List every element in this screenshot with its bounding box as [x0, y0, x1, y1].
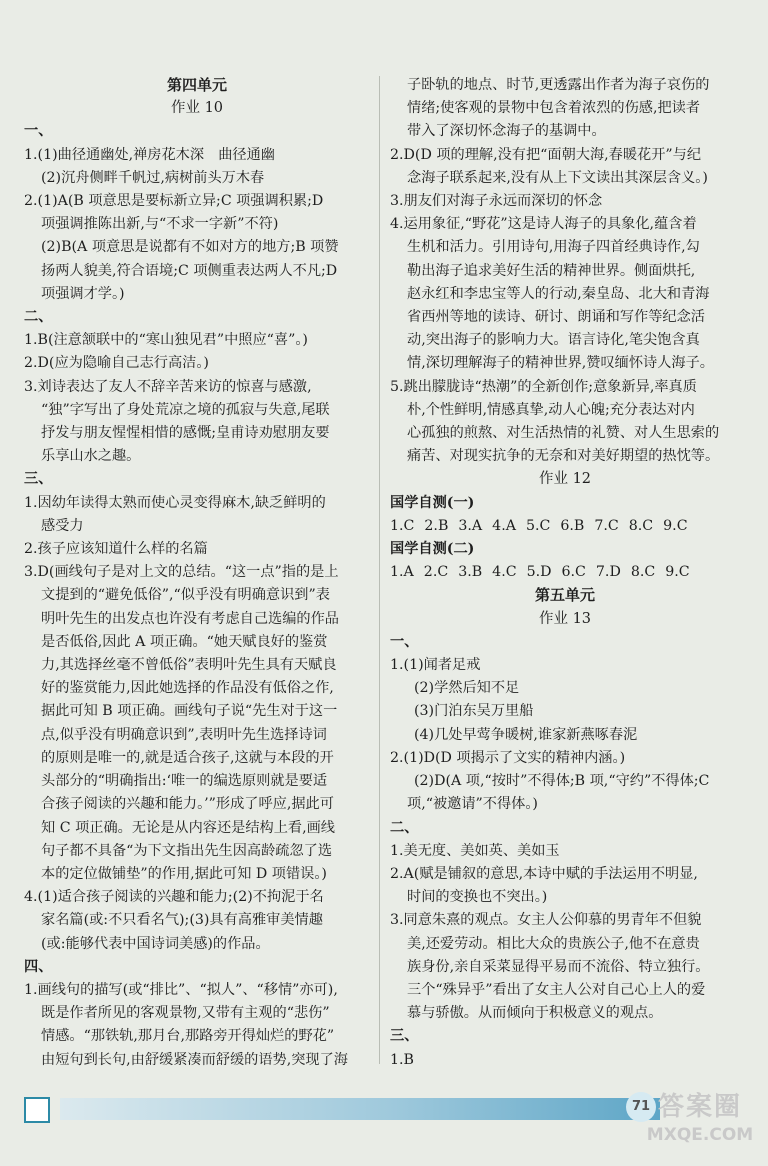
answer-line: 2.A(赋是铺叙的意思,本诗中赋的手法运用不明显,: [390, 865, 698, 882]
answer-line: 3.D(画线句子是对上文的总结。“这一点”指的是上: [24, 564, 339, 581]
unit-title: 第五单元: [534, 586, 595, 605]
answer-line: “独”字写出了身处荒凉之境的孤寂与失意,尾联: [41, 401, 330, 418]
quiz-answer: 3.B: [458, 564, 483, 581]
answer-line: 省西州等地的读诗、研讨、朗诵和写作等纪念活: [407, 309, 705, 326]
answer-line: (2)D(A 项,“按时”不得体;B 项,“守约”不得体;C: [414, 773, 710, 790]
answer-line: 点,似乎没有明确意识到”,表明叶先生选择诗词: [41, 726, 327, 743]
answer-line: 知 C 项正确。无论是从内容还是结构上看,画线: [41, 819, 335, 836]
answer-line: 2.D(D 项的理解,没有把“面朝大海,春暖花开”与纪: [390, 146, 702, 163]
answer-line: 勒出海子追求美好生活的精神世界。侧面烘托,: [407, 262, 696, 279]
answer-line: (2)B(A 项意思是说都有不如对方的地方;B 项赞: [41, 239, 339, 256]
answer-line: 朴,个性鲜明,情感真挚,动人心魄;充分表达对内: [407, 401, 695, 418]
quiz-answers-row: [390, 515, 740, 538]
answer-line: 痛苦、对现实抗争的无奈和对美好期望的热忱等。: [407, 448, 720, 465]
quiz-answer: 1.C: [390, 517, 415, 534]
page-number: 71: [626, 1092, 656, 1122]
answer-line: 由短句到长句,由舒缓紧凑而舒缓的语势,突现了海: [41, 1051, 348, 1068]
answer-line: 带入了深切怀念海子的基调中。: [407, 123, 606, 140]
section-label: 一、: [24, 123, 53, 140]
answer-line: 1.(1)闻者足戒: [390, 657, 481, 674]
answer-line: 心孤独的煎熬、对生活热情的礼赞、对人生思索的: [407, 425, 720, 442]
answer-line: 感受力: [41, 517, 84, 534]
answer-line: 3.朋友们对海子永远而深切的怀念: [390, 193, 603, 210]
answer-line: 情感。“那铁轨,那月台,那路旁开得灿烂的野花”: [41, 1028, 335, 1045]
right-column: [390, 74, 740, 1072]
quiz-answer: 5.D: [526, 564, 552, 581]
answer-line: 3.刘诗表达了友人不辞辛苦来访的惊喜与感激,: [24, 378, 312, 395]
answer-line: 赵永红和李忠宝等人的行动,秦皇岛、北大和青海: [407, 285, 710, 302]
answer-line: 生机和活力。引用诗句,用海子四首经典诗作,勾: [407, 239, 700, 256]
watermark-url: MXQE.COM: [646, 1125, 754, 1145]
quiz-answer: 9.C: [665, 564, 690, 581]
watermark-logo: [640, 1090, 760, 1160]
quiz-answer: 8.C: [628, 517, 654, 534]
answer-line: 时间的变换也不突出。): [407, 889, 548, 906]
answer-line: (3)门泊东吴万里船: [414, 703, 534, 720]
quiz-answer: 9.C: [663, 517, 688, 534]
answer-line: 项,“被邀请”不得体。): [407, 796, 538, 813]
answer-line: 的原则是唯一的,就是适合孩子,这就与本段的开: [41, 749, 334, 766]
answer-line: 项强调才学。): [41, 285, 125, 302]
answer-line: 4.运用象征,“野花”这是诗人海子的具象化,蕴含着: [390, 216, 697, 233]
quiz-answer: 3.A: [458, 517, 483, 534]
answer-line: 抒发与朋友惺惺相惜的感慨;皇甫诗劝慰朋友要: [41, 425, 330, 442]
homework-title: 作业 13: [538, 610, 592, 627]
answer-line: 力,其选择丝毫不曾低俗”表明叶先生具有天赋良: [41, 657, 337, 674]
answer-line: 合孩子阅读的兴趣和能力。’”形成了呼应,据此可: [41, 796, 334, 813]
quiz-answer: 7.C: [594, 517, 619, 534]
answer-line: 扬两人貌美,符合语境;C 项侧重表达两人不凡;D: [41, 262, 338, 279]
quiz-answer: 6.B: [560, 517, 585, 534]
answer-line: (2)学然后知不足: [414, 680, 520, 697]
homework-title: 作业 12: [538, 471, 592, 488]
answer-line: 子卧轨的地点、时节,更透露出作者为海子哀伤的: [407, 77, 710, 93]
quiz-title: 国学自测(一): [390, 494, 475, 511]
answer-line: 据此可知 B 项正确。画线句子说“先生对于这一: [41, 703, 338, 720]
answer-line: 1.B(注意颔联中的“寒山独见君”中照应“喜”。): [24, 332, 308, 349]
column-divider: [379, 76, 380, 1064]
quiz-title: 国学自测(二): [390, 541, 475, 558]
answer-line: 1.(1)曲径通幽处,禅房花木深 曲径通幽: [24, 146, 275, 163]
section-label: 二、: [390, 819, 419, 836]
left-column: [24, 74, 370, 1072]
answer-line: 族身份,亲自采菜显得平易而不流俗、特立独行。: [407, 958, 710, 975]
answer-line: 念海子联系起来,没有从上下文读出其深层含义。): [407, 169, 708, 186]
watermark-text: 答案圈: [657, 1092, 742, 1122]
quiz-answer: 2.C: [423, 564, 449, 581]
answer-line: 项强调推陈出新,与“不求一字新”不符): [41, 216, 279, 233]
answer-line: 句子都不具备“为下文指出先生因高龄疏忽了选: [41, 842, 333, 859]
answer-line: 是否低俗,因此 A 项正确。“她天赋良好的鉴赏: [41, 633, 328, 650]
answer-line: 乐享山水之趣。: [41, 448, 141, 465]
answer-line: 情绪;使客观的景物中包含着浓烈的伤感,把读者: [407, 100, 701, 117]
answer-line: 文提到的“避免低俗”,“似乎没有明确意识到”表: [41, 587, 330, 604]
quiz-answer: 8.C: [630, 564, 656, 581]
section-label: 二、: [24, 309, 53, 326]
quiz-answer: 5.C: [525, 517, 551, 534]
answer-line: 慕与骄傲。从而倾向于积极意义的观点。: [407, 1005, 663, 1022]
answer-line: 头部分的“明确指出:‘唯一的编选原则就是要适: [41, 773, 328, 790]
answer-line: 2.D(应为隐喻自己志行高洁。): [24, 355, 209, 372]
answer-line: (或:能够代表中国诗词美感)的作品。: [41, 935, 270, 952]
footer-square-icon: [24, 1097, 50, 1123]
homework-title: 作业 10: [170, 100, 224, 117]
answer-line: 三个“殊异乎”看出了女主人公对自己心上人的爱: [407, 981, 706, 998]
answer-line: 2.孩子应该知道什么样的名篇: [24, 541, 208, 558]
answer-line: 本的定位做铺垫”的作用,据此可知 D 项错误。): [41, 865, 327, 882]
answer-line: 1.美无度、美如英、美如玉: [390, 842, 560, 859]
quiz-answer: 2.B: [424, 517, 449, 534]
quiz-answer: 1.A: [390, 564, 414, 581]
answer-line: (4)几处早莺争暖树,谁家新燕啄春泥: [414, 726, 638, 743]
section-label: 三、: [24, 471, 53, 488]
quiz-answers-row: [390, 561, 740, 584]
answer-line: 明叶先生的出发点也许没有考虑自己选编的作品: [41, 610, 339, 627]
quiz-answer: 6.C: [561, 564, 586, 581]
section-label: 一、: [390, 633, 419, 650]
quiz-answer: 4.C: [492, 564, 517, 581]
answer-line: 4.(1)适合孩子阅读的兴趣和能力;(2)不拘泥于名: [24, 889, 324, 906]
answer-line: 5.跳出朦胧诗“热潮”的全新创作;意象新异,率真质: [390, 378, 697, 395]
footer-bar: [60, 1098, 660, 1120]
answer-line: 3.同意朱熹的观点。女主人公仰慕的男青年不但貌: [390, 912, 702, 929]
answer-line: 情,深切理解海子的精神世界,赞叹缅怀诗人海子。: [407, 355, 714, 372]
answer-line: 1.因幼年读得太熟而使心灵变得麻木,缺乏鲜明的: [24, 494, 326, 511]
answer-line: 动,突出海子的影响力大。语言诗化,笔尖饱含真: [407, 332, 700, 349]
answer-line: (2)沉舟侧畔千帆过,病树前头万木春: [41, 169, 265, 186]
answer-line: 家名篇(或:不只看名气);(3)具有高雅审美情趣: [41, 912, 323, 929]
answer-line: 2.(1)D(D 项揭示了文实的精神内涵。): [390, 749, 626, 766]
answer-line: 好的鉴赏能力,因此她选择的作品没有低俗之作,: [41, 680, 334, 697]
unit-title: 第四单元: [166, 76, 227, 94]
answer-line: 美,还爱劳动。相比大众的贵族公子,他不在意贵: [407, 935, 700, 952]
section-label: 三、: [390, 1028, 419, 1045]
answer-line: 既是作者所见的客观景物,又带有主观的“悲伤”: [41, 1005, 330, 1022]
quiz-answer: 7.D: [595, 564, 621, 581]
quiz-answer: 4.A: [492, 517, 516, 534]
answer-line: 2.(1)A(B 项意思是要标新立异;C 项强调积累;D: [24, 193, 324, 210]
answer-line: 1.画线句的描写(或“排比”、“拟人”、“移情”亦可),: [24, 981, 338, 998]
section-label: 四、: [24, 958, 53, 975]
answer-line: 1.B: [390, 1051, 414, 1068]
